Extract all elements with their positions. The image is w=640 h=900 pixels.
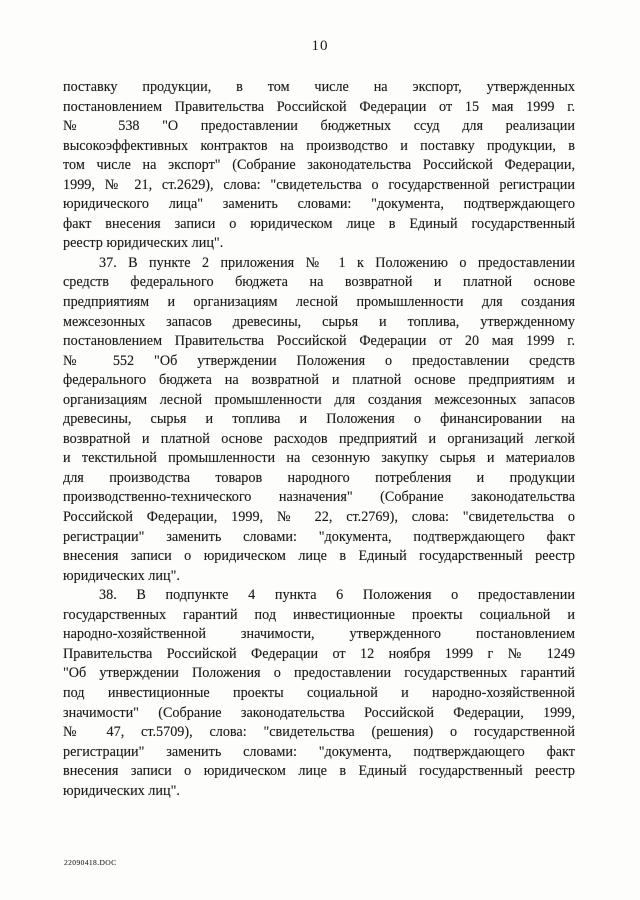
text-line: возвратной и платной основе расходов предприятий и организаций легкой bbox=[63, 430, 575, 447]
text-line: юридических лиц". bbox=[63, 567, 180, 584]
text-line: № 47, ст.5709), слова: "свидетельства (решения) о государственной bbox=[63, 724, 575, 741]
text-line: юридических лиц". bbox=[63, 782, 180, 799]
text-line: 1999, № 21, ст.2629), слова: "свидетельства о государственной регистрации bbox=[63, 176, 575, 193]
text-line: государственных гарантий под инвестиционные проекты социальной и bbox=[63, 606, 575, 623]
paragraph bbox=[63, 78, 575, 254]
text-line: № 552 "Об утверждении Положения о предоставлении средств bbox=[63, 352, 575, 369]
text-line: поставку продукции, в том числе на экспорт, утвержденных bbox=[63, 79, 575, 95]
text-line: древесины, сырья и топлива и Положения о финансировании на bbox=[63, 411, 575, 428]
text-line: том числе на экспорт" (Собрание законодательства Российской Федерации, bbox=[63, 157, 575, 174]
text-line: регистрации" заменить словами: "документа, подтверждающего факт bbox=[63, 743, 575, 760]
text-line: реестр юридических лиц". bbox=[63, 235, 224, 252]
footer-filename: 22090418.DOC bbox=[64, 858, 117, 867]
text-line: для производства товаров народного потребления и продукции bbox=[63, 469, 575, 486]
document-body bbox=[63, 78, 575, 801]
text-line: 38. В подпункте 4 пункта 6 Положения о предоставлении bbox=[99, 587, 575, 604]
text-line: регистрации" заменить словами: "документа, подтверждающего факт bbox=[63, 528, 575, 545]
text-line: факт внесения записи о юридическом лице в Единый государственный bbox=[63, 215, 575, 232]
text-line: значимости" (Собрание законодательства Российской Федерации, 1999, bbox=[63, 704, 575, 721]
text-line: федерального бюджета на возвратной и платной основе предприятиям и bbox=[63, 372, 575, 389]
text-line: производственно-технического назначения" (Собрание законодательства bbox=[63, 489, 575, 506]
text-line: Правительства Российской Федерации от 12 ноября 1999 г № 1249 bbox=[63, 645, 575, 662]
text-line: предприятиям и организациям лесной промышленности для создания bbox=[63, 294, 575, 311]
text-line: постановлением Правительства Российской Федерации от 15 мая 1999 г. bbox=[63, 98, 575, 115]
text-line: под инвестиционные проекты социальной и народно-хозяйственной bbox=[63, 684, 575, 701]
text-line: № 538 "О предоставлении бюджетных ссуд для реализации bbox=[63, 118, 575, 135]
paragraph bbox=[63, 254, 575, 586]
text-line: юридического лица" заменить словами: "документа, подтверждающего bbox=[63, 196, 575, 213]
text-line: 37. В пункте 2 приложения № 1 к Положению о предоставлении bbox=[99, 254, 575, 271]
text-line: внесения записи о юридическом лице в Единый государственный реестр bbox=[63, 548, 575, 565]
text-line: высокоэффективных контрактов на производство и поставку продукции, в bbox=[63, 137, 575, 154]
text-line: народно-хозяйственной значимости, утвержденного постановлением bbox=[63, 626, 575, 643]
text-line: и текстильной промышленности на сезонную закупку сырья и материалов bbox=[63, 450, 575, 467]
text-line: организациям лесной промышленности для создания межсезонных запасов bbox=[63, 391, 575, 408]
paragraph bbox=[63, 586, 575, 801]
text-line: внесения записи о юридическом лице в Единый государственный реестр bbox=[63, 763, 575, 780]
text-line: средств федерального бюджета на возвратной и платной основе bbox=[63, 274, 575, 291]
text-line: Российской Федерации, 1999, № 22, ст.2769), слова: "свидетельства о bbox=[63, 509, 575, 526]
text-line: межсезонных запасов древесины, сырья и топлива, утвержденному bbox=[63, 313, 575, 330]
text-line: постановлением Правительства Российской Федерации от 20 мая 1999 г. bbox=[63, 333, 575, 350]
text-line: "Об утверждении Положения о предоставлении государственных гарантий bbox=[63, 665, 575, 682]
page-number: 10 bbox=[311, 38, 329, 54]
